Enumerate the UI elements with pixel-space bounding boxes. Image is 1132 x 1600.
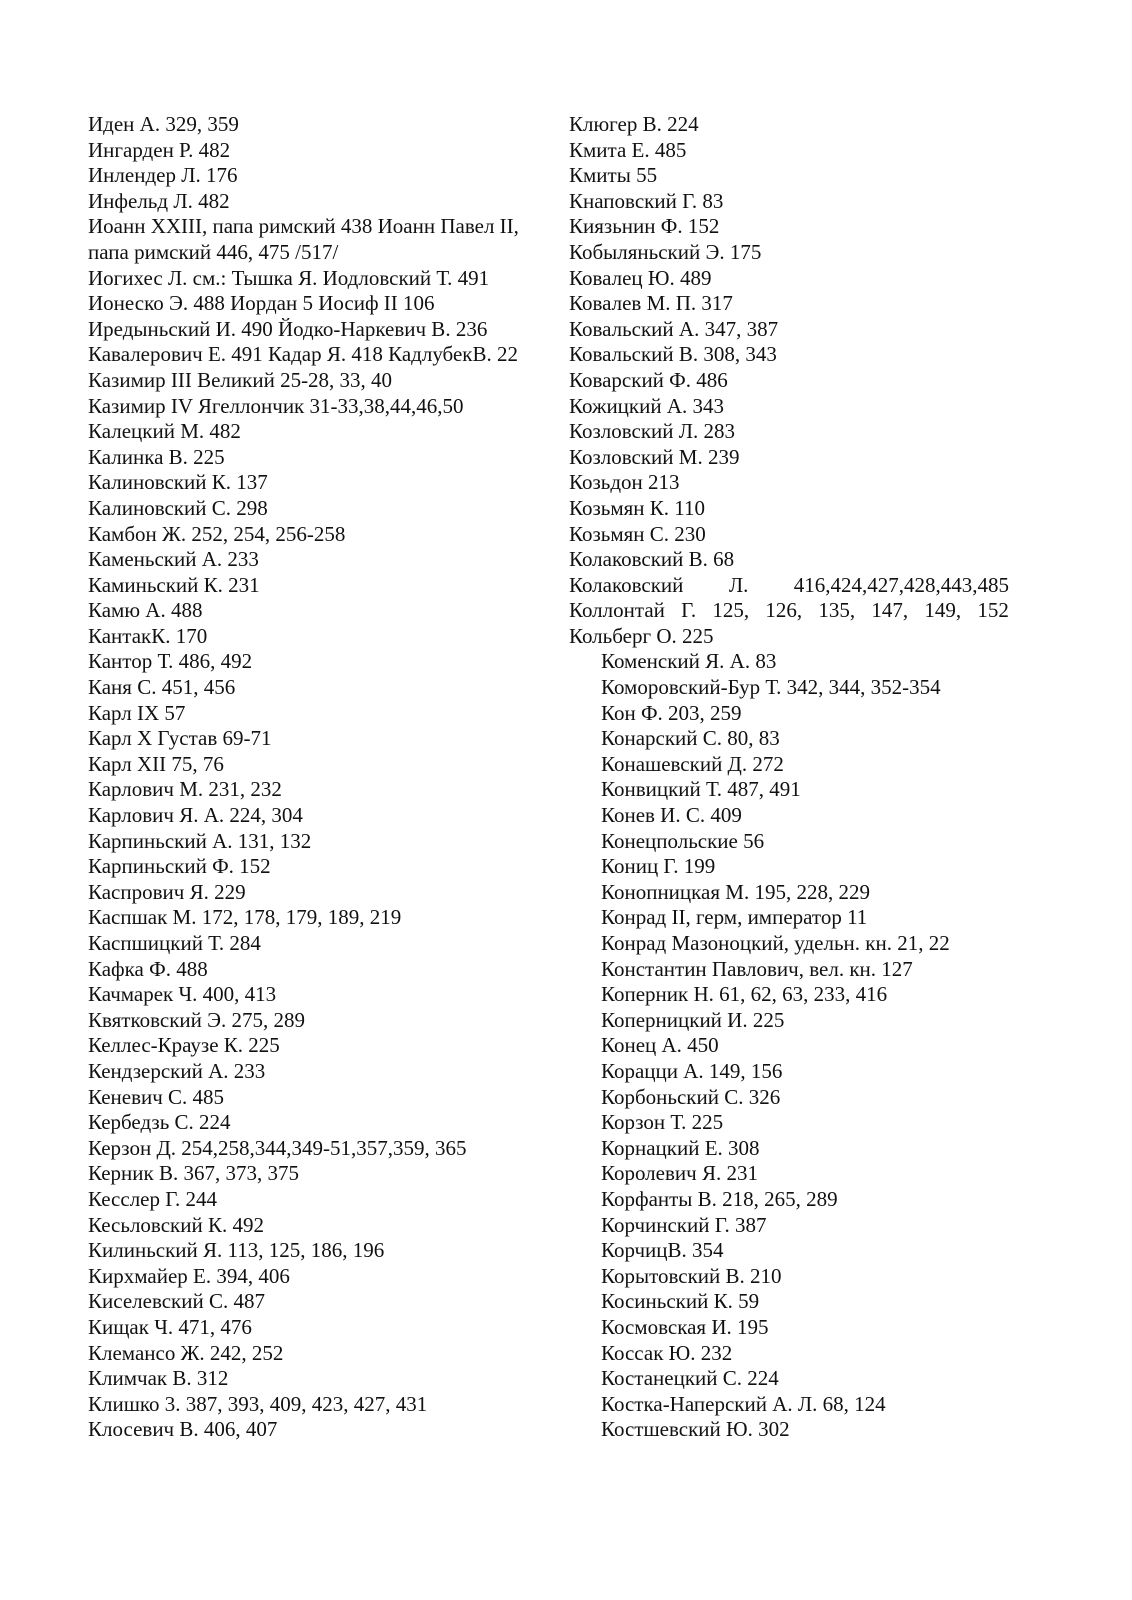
- index-entry: Кнаповский Г. 83: [569, 188, 724, 213]
- index-entry-part: 147,: [871, 598, 909, 623]
- index-entry: Козловский М. 239: [569, 444, 740, 469]
- index-entry: Костка-Наперский А. Л. 68, 124: [601, 1391, 886, 1416]
- index-entry: Ионеско Э. 488 Иордан 5 Иосиф II 106: [88, 291, 435, 316]
- index-entry: Камю А. 488: [88, 598, 203, 623]
- index-entry: Косиньский К. 59: [601, 1289, 760, 1314]
- index-entry: Корацци А. 149, 156: [601, 1058, 783, 1083]
- index-entry: Кмиты 55: [569, 163, 658, 188]
- index-entry: Калинка В. 225: [88, 444, 225, 469]
- index-entry: Конев И. С. 409: [601, 803, 742, 828]
- index-entry: Корчинский Г. 387: [601, 1212, 767, 1237]
- index-column-right: [569, 112, 1009, 1443]
- index-column-left: [88, 112, 538, 1443]
- index-entry: Корзон Т. 225: [601, 1110, 724, 1135]
- index-entry-part: Г.: [681, 598, 697, 623]
- index-entry-part: Л.: [728, 572, 749, 597]
- index-entry: Корфанты В. 218, 265, 289: [601, 1186, 838, 1211]
- index-entry: Клосевич В. 406, 407: [88, 1417, 278, 1442]
- index-entry: Карл XII 75, 76: [88, 751, 224, 776]
- index-entry: Клюгер В. 224: [569, 112, 699, 136]
- index-entry: Козьдон 213: [569, 470, 680, 495]
- index-entry: Качмарек Ч. 400, 413: [88, 982, 277, 1007]
- index-entry: Козловский Л. 283: [569, 419, 736, 444]
- index-entry: Костанецкий С. 224: [601, 1366, 779, 1391]
- index-entry: Каспшицкий Т. 284: [88, 931, 261, 955]
- index-entry: Ингарден Р. 482: [88, 137, 231, 162]
- index-entry: Конецпольские 56: [601, 828, 765, 853]
- index-entry: Ковалец Ю. 489: [569, 265, 712, 290]
- index-entry: Карлович М. 231, 232: [88, 777, 282, 802]
- index-entry-part: 126,: [765, 598, 803, 623]
- index-entry: Каспшак М. 172, 178, 179, 189, 219: [88, 905, 402, 930]
- index-entry: Кищак Ч. 471, 476: [88, 1314, 252, 1339]
- index-entry: Каспрович Я. 229: [88, 879, 246, 904]
- index-entry: Ковальский А. 347, 387: [569, 316, 779, 341]
- index-entry: Кольберг О. 225: [569, 623, 714, 648]
- index-entry: Корнацкий Е. 308: [601, 1135, 760, 1160]
- index-entry: Конвицкий Т. 487, 491: [601, 777, 801, 802]
- index-entry-part: 149,: [924, 598, 962, 623]
- index-entry: Иден А. 329, 359: [88, 112, 239, 136]
- index-entry: Ковалев М. П. 317: [569, 291, 733, 316]
- index-entry: Кобыляньский Э. 175: [569, 239, 762, 264]
- index-entry: Кониц Г. 199: [601, 854, 716, 879]
- index-entry: Конарский С. 80, 83: [601, 726, 780, 751]
- index-entry: папа римский 446, 475 /517/: [88, 239, 339, 264]
- index-entry: Клишко 3. 387, 393, 409, 423, 427, 431: [88, 1391, 428, 1416]
- index-entry: Киязьнин Ф. 152: [569, 214, 720, 239]
- index-entry: Кендзерский А. 233: [88, 1058, 266, 1083]
- index-entry: Карлович Я. А. 224, 304: [88, 803, 303, 828]
- index-entry: Керзон Д. 254,258,344,349-51,357,359, 365: [88, 1135, 467, 1160]
- index-entry: Коперницкий И. 225: [601, 1007, 785, 1032]
- index-entry: Иоанн XXIII, папа римский 438 Иоанн Павел II,: [88, 214, 519, 239]
- index-entry: Казимир IV Ягеллончик 31-33,38,44,46,50: [88, 393, 464, 418]
- index-entry: Кеневич С. 485: [88, 1084, 225, 1109]
- index-entry: Корбоньский С. 326: [601, 1084, 781, 1109]
- index-entry: Инлендер Л. 176: [88, 163, 238, 188]
- index-entry: Каменьский А. 233: [88, 547, 259, 572]
- index-entry: Карл X Густав 69-71: [88, 726, 272, 751]
- index-entry: Инфельд Л. 482: [88, 188, 230, 213]
- index-entry: Келлес-Краузе К. 225: [88, 1033, 280, 1058]
- index-entry: Казимир III Великий 25-28, 33, 40: [88, 367, 393, 392]
- index-entry: Калиновский К. 137: [88, 470, 268, 495]
- index-entry: Каня С. 451, 456: [88, 675, 236, 700]
- index-entry: Кмита Е. 485: [569, 137, 687, 162]
- index-entry: Килиньский Я. 113, 125, 186, 196: [88, 1238, 385, 1263]
- index-entry: Костшевский Ю. 302: [601, 1417, 790, 1442]
- index-entry: [569, 598, 1009, 624]
- index-entry: Калецкий М. 482: [88, 419, 241, 444]
- index-entry: Камбон Ж. 252, 254, 256-258: [88, 521, 346, 546]
- index-entry: Колаковский В. 68: [569, 547, 735, 572]
- index-entry: Королевич Я. 231: [601, 1161, 758, 1186]
- index-entry: Константин Павлович, вел. кн. 127: [601, 956, 913, 981]
- index-entry-part: Коллонтай: [569, 598, 665, 623]
- index-entry: Иредыньский И. 490 Йодко-Наркевич В. 236: [88, 316, 488, 341]
- index-entry: Конопницкая М. 195, 228, 229: [601, 879, 870, 904]
- index-entry: Коварский Ф. 486: [569, 367, 728, 392]
- index-entry: Коссак Ю. 232: [601, 1340, 733, 1365]
- index-entry: Козьмян С. 230: [569, 521, 706, 546]
- index-entry-part: Колаковский: [569, 572, 684, 597]
- index-entry: Кожицкий А. 343: [569, 393, 725, 418]
- index-entry: Климчак В. 312: [88, 1366, 229, 1391]
- index-entry: КантакК. 170: [88, 623, 208, 648]
- index-entry: Клемансо Ж. 242, 252: [88, 1340, 284, 1365]
- index-entry: КорчицВ. 354: [601, 1238, 724, 1263]
- index-entry: Кирхмайер Е. 394, 406: [88, 1263, 290, 1288]
- index-entry: Керник В. 367, 373, 375: [88, 1161, 299, 1186]
- index-entry: Кавалерович Е. 491 Кадар Я. 418 КадлубекВ. 22: [88, 342, 518, 367]
- index-entry: Карпиньский Ф. 152: [88, 854, 271, 879]
- index-entry: Конрад II, герм, император 11: [601, 905, 868, 930]
- index-entry: Кафка Ф. 488: [88, 956, 208, 981]
- index-entry: Иогихес Л. см.: Тышка Я. Иодловский Т. 491: [88, 265, 490, 290]
- index-entry: Кербедзь С. 224: [88, 1110, 231, 1135]
- index-entry-part: 125,: [712, 598, 750, 623]
- index-entry: Конашевский Д. 272: [601, 751, 784, 776]
- index-entry: Карпиньский А. 131, 132: [88, 828, 312, 853]
- index-entry: Конрад Мазоноцкий, удельн. кн. 21, 22: [601, 931, 950, 955]
- index-entry: Кон Ф. 203, 259: [601, 700, 742, 725]
- index-entry: Коморовский-Бур Т. 342, 344, 352-354: [601, 675, 941, 700]
- index-entry: Конец А. 450: [601, 1033, 719, 1058]
- index-entry: Каминьский К. 231: [88, 572, 260, 597]
- index-entry-part: 152: [977, 598, 1009, 623]
- index-entry: Кесьловский К. 492: [88, 1212, 264, 1237]
- index-entry: [569, 573, 1009, 599]
- index-entry: Киселевский С. 487: [88, 1289, 265, 1314]
- index-entry-part: 135,: [818, 598, 856, 623]
- index-entry: Ковальский В. 308, 343: [569, 342, 777, 367]
- index-entry: Коперник Н. 61, 62, 63, 233, 416: [601, 982, 888, 1007]
- index-entry: Кесслер Г. 244: [88, 1186, 218, 1211]
- index-entry-part: 416,424,427,428,443,485: [793, 572, 1009, 597]
- index-entry: Квятковский Э. 275, 289: [88, 1007, 306, 1032]
- index-entry: Корытовский В. 210: [601, 1263, 782, 1288]
- index-entry: Калиновский С. 298: [88, 495, 268, 520]
- index-entry: Карл IX 57: [88, 700, 186, 725]
- index-entry: Козьмян К. 110: [569, 495, 705, 520]
- index-entry: Коменский Я. А. 83: [601, 649, 777, 674]
- index-entry: Космовская И. 195: [601, 1314, 769, 1339]
- index-entry: Кантор Т. 486, 492: [88, 649, 253, 674]
